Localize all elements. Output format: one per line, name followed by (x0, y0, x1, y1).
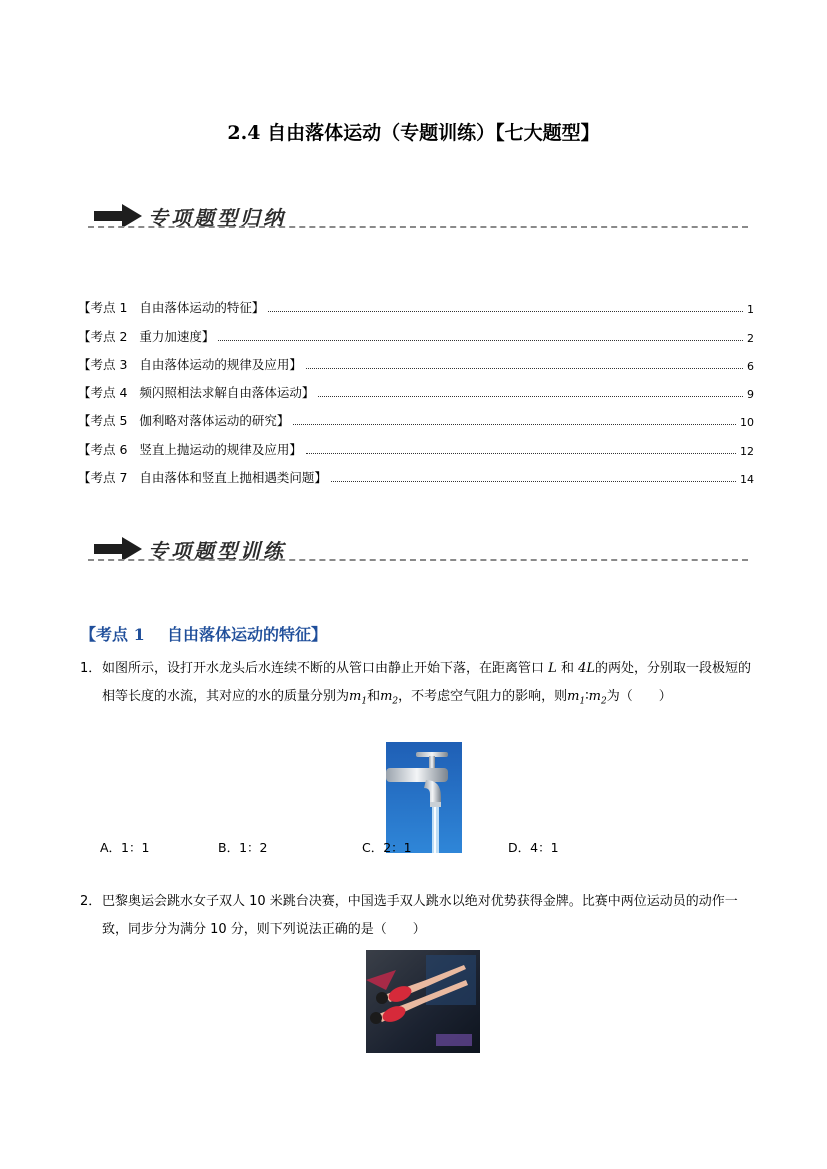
toc-page-number: 12 (740, 444, 754, 458)
toc-leader-dots (268, 310, 743, 312)
question-text-segment: 如图所示，设打开水龙头后水连续不断的从管口由静止开始下落，在距离管口 (102, 661, 545, 676)
question-number: 2． (80, 894, 102, 909)
toc-entry-label: 【考点 5 伽利略对落体运动的研究】 (78, 413, 290, 429)
toc-leader-dots (331, 480, 736, 482)
option-d[interactable]: D．4：1 (508, 840, 559, 855)
toc-leader-dots (218, 339, 743, 341)
divider (88, 226, 748, 228)
toc-leader-dots (293, 423, 736, 425)
math-subscript: 1 (361, 696, 368, 707)
document-title: 2.4 自由落体运动（专题训练）【七大题型】 (227, 122, 600, 144)
toc-entry[interactable] (78, 288, 754, 316)
option-b[interactable]: B．1：2 (218, 840, 268, 855)
question-text: 巴黎奥运会跳水女子双人 10 米跳台决赛，中国选手双人跳水以绝对优势获得金牌。比赛中两位运动员的动作一致，同步分为满分 10 分，则下列说法正确的是（ ） (102, 894, 738, 937)
question-1 (80, 655, 752, 716)
toc-entry-label: 【考点 2 重力加速度】 (78, 328, 215, 344)
toc-entry-label: 【考点 7 自由落体和竖直上抛相遇类问题】 (78, 470, 327, 486)
toc-leader-dots (306, 367, 743, 369)
arrow-icon (94, 537, 144, 561)
toc-page-number: 9 (747, 388, 754, 402)
toc-entry-label: 【考点 6 竖直上抛运动的规律及应用】 (78, 441, 302, 457)
toc-leader-dots (318, 395, 743, 397)
section-heading: 【考点 1 自由落体运动的特征】 (80, 625, 327, 644)
question-number: 1． (80, 661, 102, 676)
question-text (102, 655, 752, 716)
toc-leader-dots (306, 452, 736, 454)
banner-title: 专项题型训练 (148, 539, 286, 563)
toc-entry-label: 【考点 3 自由落体运动的规律及应用】 (78, 356, 302, 372)
toc-page-number: 14 (740, 473, 754, 487)
divider (88, 559, 748, 561)
math-subscript: 2 (600, 696, 607, 707)
toc-entry[interactable] (78, 345, 754, 373)
diving-photo (366, 950, 480, 1053)
math-variable: m (567, 688, 580, 704)
toc-entry-label: 【考点 1 自由落体运动的特征】 (78, 300, 265, 316)
question-text-segment: 和 (367, 688, 381, 704)
banner-title: 专项题型归纳 (148, 206, 286, 230)
toc-entry[interactable] (78, 458, 754, 486)
math-subscript: 1 (579, 696, 586, 707)
section-banner-summary (88, 200, 748, 240)
math-variable: L (548, 661, 557, 676)
question-2 (80, 888, 752, 943)
toc-page-number: 10 (740, 416, 754, 430)
toc-page-number: 1 (747, 303, 754, 317)
arrow-icon (94, 204, 144, 228)
math-variable: m (349, 688, 362, 704)
option-c[interactable]: C．2：1 (362, 840, 412, 855)
option-a[interactable]: A．1：1 (100, 840, 150, 855)
toc-page-number: 2 (747, 331, 754, 345)
math-variable: m (380, 688, 393, 704)
section-banner-training (88, 533, 748, 573)
toc-entry[interactable] (78, 429, 754, 457)
question-text-segment: ，不考虑空气阻力的影响，则 (398, 688, 568, 704)
toc-entry-label: 【考点 4 频闪照相法求解自由落体运动】 (78, 385, 315, 401)
math-variable: 4L (578, 661, 595, 676)
table-of-contents (78, 288, 754, 486)
math-variable: m (588, 688, 601, 704)
toc-entry[interactable] (78, 401, 754, 429)
toc-page-number: 6 (747, 359, 754, 373)
math-subscript: 2 (392, 696, 399, 707)
question-text-segment: 为（ ） (606, 688, 672, 704)
math-operator: ∶ (585, 688, 589, 704)
toc-entry[interactable] (78, 373, 754, 401)
toc-entry[interactable] (78, 316, 754, 344)
faucet-image (386, 742, 462, 853)
question-text-segment: 和 (560, 661, 574, 676)
question-text-segment: 的两处，分别取一段极短的相等长度的水流，其对应的水的质量分别为 (102, 661, 752, 704)
